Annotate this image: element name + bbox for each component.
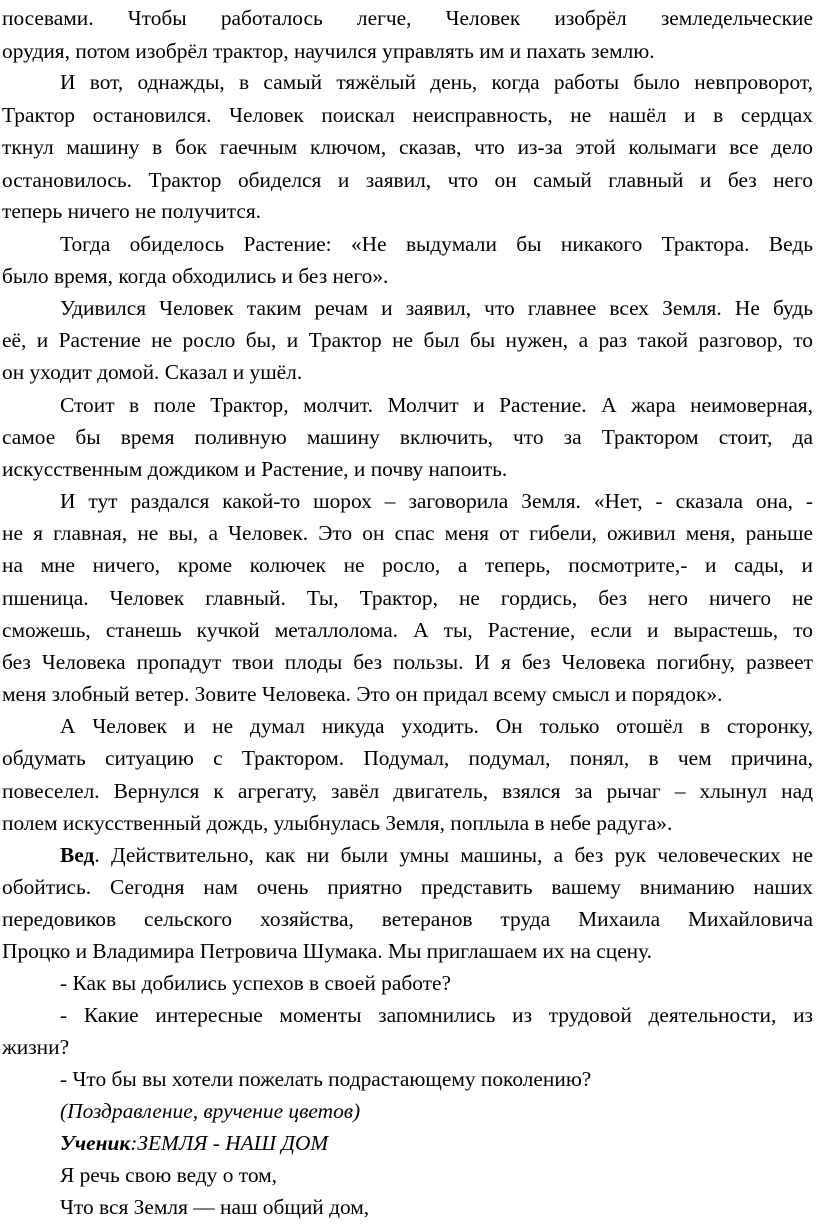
- text-line: не я главная, не вы, а Человек. Это он спас меня от гибели, оживил меня, раньше: [2, 521, 813, 545]
- text-line: меня злобный ветер. Зовите Человека. Это он придал всему смысл и порядок».: [2, 682, 723, 706]
- text-line: сможешь, станешь кучкой металлолома. А ты, Растение, если и вырастешь, то: [2, 618, 813, 642]
- text-line: жизни?: [2, 1035, 70, 1059]
- text-line: Процко и Владимира Петровича Шумака. Мы приглашаем их на сцену.: [2, 939, 653, 963]
- text-line: повеселел. Вернулся к агрегату, завёл двигатель, взялся за рычаг – хлынул над: [2, 779, 813, 803]
- text-line: самое бы время поливную машину включить, что за Трактором стоит, да: [2, 425, 813, 449]
- text-line: Удивился Человек таким речам и заявил, что главнее всех Земля. Не будь: [60, 296, 813, 320]
- poem-line: Я речь свою веду о том,: [60, 1163, 277, 1187]
- poem-line: Что вся Земля — наш общий дом,: [60, 1195, 370, 1219]
- text-line: остановилось. Трактор обиделся и заявил, что он самый главный и без него: [2, 168, 813, 192]
- text-line: пшеница. Человек главный. Ты, Трактор, не гордись, без него ничего не: [2, 586, 813, 610]
- text-line: Стоит в поле Трактор, молчит. Молчит и Растение. А жара неимоверная,: [60, 393, 813, 417]
- question-line: - Что бы вы хотели пожелать подрастающему поколению?: [60, 1067, 592, 1091]
- text-line: обойтись. Сегодня нам очень приятно представить вашему вниманию наших: [2, 875, 813, 899]
- text-line: было время, когда обходились и без него».: [2, 264, 389, 288]
- speaker-label: Вед: [60, 843, 95, 867]
- text-line: И тут раздался какой-то шорох – заговорила Земля. «Нет, - сказала она, -: [60, 489, 813, 513]
- speaker-label: Ученик: [60, 1131, 131, 1155]
- text-line: посевами. Чтобы работалось легче, Человек изобрёл земледельческие: [2, 6, 813, 30]
- text-line: ткнул машину в бок гаечным ключом, сказав, что из-за этой колымаги все дело: [2, 135, 813, 159]
- text-line: обдумать ситуацию с Трактором. Подумал, подумал, понял, в чем причина,: [2, 746, 813, 770]
- stage-direction: (Поздравление, вручение цветов): [60, 1099, 361, 1123]
- text-line: теперь ничего не получится.: [2, 199, 262, 223]
- student-heading: [60, 1127, 328, 1160]
- text-line: передовиков сельского хозяйства, ветеранов труда Михаила Михайловича: [2, 907, 813, 931]
- host-text: . Действительно, как ни были умны машины, а без рук человеческих не: [94, 843, 813, 867]
- text-line: на мне ничего, кроме колючек не росло, а теперь, посмотрите,- и сады, и: [2, 553, 813, 577]
- text-line: Тогда обиделось Растение: «Не выдумали бы никакого Трактора. Ведь: [60, 232, 813, 256]
- question-line: - Как вы добились успехов в своей работе?: [60, 971, 451, 995]
- text-line: Трактор остановился. Человек поискал неисправность, не нашёл и в сердцах: [2, 103, 813, 127]
- text-line: И вот, однажды, в самый тяжёлый день, когда работы было невпроворот,: [60, 70, 813, 94]
- text-line: А Человек и не думал никуда уходить. Он только отошёл в сторонку,: [60, 714, 813, 738]
- question-line: - Какие интересные моменты запомнились из трудовой деятельности, из: [60, 1003, 813, 1027]
- text-line: орудия, потом изобрёл трактор, научился управлять им и пахать землю.: [2, 39, 655, 63]
- text-line: полем искусственный дождь, улыбнулась Земля, поплыла в небе радуга».: [2, 811, 673, 835]
- poem-title: :ЗЕМЛЯ - НАШ ДОМ: [130, 1131, 329, 1155]
- text-line: её, и Растение не росло бы, и Трактор не был бы нужен, а раз такой разговор, то: [2, 328, 813, 352]
- text-line: искусственным дождиком и Растение, и почву напоить.: [2, 457, 508, 481]
- host-line: [60, 839, 813, 872]
- text-line: он уходит домой. Сказал и ушёл.: [2, 360, 303, 384]
- text-line: без Человека пропадут твои плоды без пользы. И я без Человека погибну, развеет: [2, 650, 813, 674]
